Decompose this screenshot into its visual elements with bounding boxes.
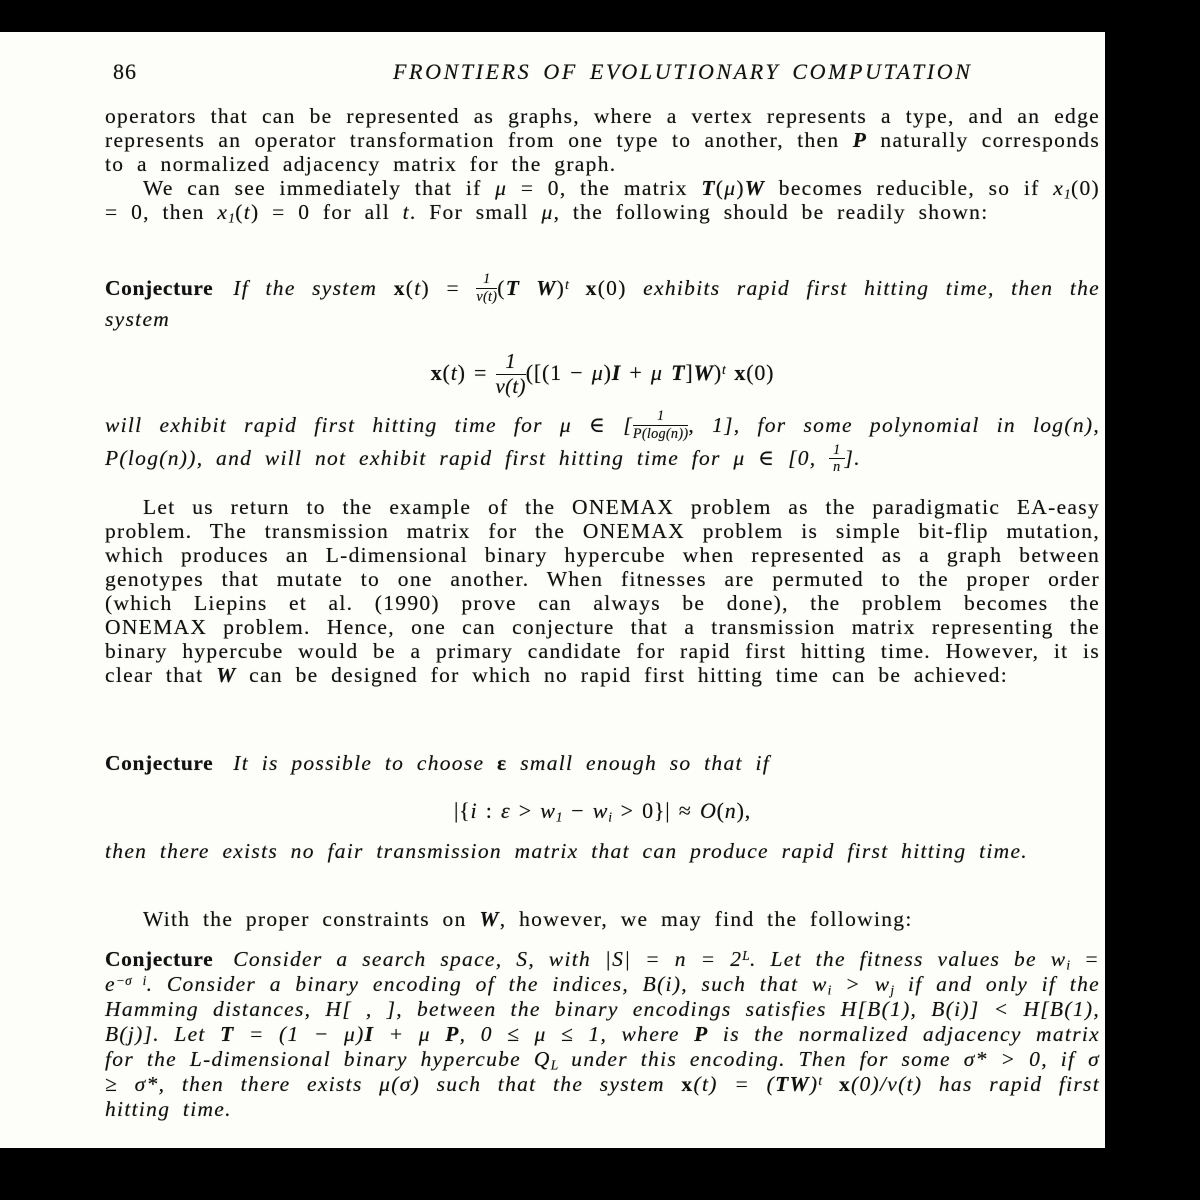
running-title: FRONTIERS OF EVOLUTIONARY COMPUTATION <box>393 59 973 84</box>
paragraph-onemax: Let us return to the example of the ONEMAX problem as the paradigmatic EA-easy problem. The transmission matrix for the ONEMAX problem is simple bit-flip mutation, which produces an L-dimensional binary hypercube when represented as a graph between genotypes that mutate to one another. When fitnesses are permuted to the proper order (which Liepins et al. (1990) prove can always be done), the problem becomes the ONEMAX problem. Hence, one can conjecture that a transmission matrix representing the binary hypercube would be a primary candidate for rapid first hitting time. However, it is clear that W can be designed for which no rapid first hitting time can be achieved: <box>105 495 1100 688</box>
conjecture-2-label: Conjecture <box>105 751 214 776</box>
conjecture-3-label: Conjecture <box>105 947 214 972</box>
conjecture-1 <box>105 272 1100 333</box>
text-column <box>105 60 1100 1147</box>
conjecture-3 <box>105 947 1100 1147</box>
display-equation-1: x(t) = $\frac{1}{\nu(t)}$ ([(1 − μ)I + μ T]W)$^t$ x(0) <box>430 349 775 399</box>
page-header <box>105 60 1100 86</box>
conjecture-3-body: Consider a search space, S, with $|S| = n = 2^L$. Let the fitness values be $w_i = e^{-\sigma i}$. Consider a binary encoding of the indices, B(i), such that $w_i > w_j$ if and only if the Hamming distances, H[ , ], between the binary encodings satisfies H[B(1), B(i)] < H[B(1), B(j)]. Let T = (1 − μ)I + μ P, 0 ≤ μ ≤ 1, where P is the normalized adjacency matrix for the L-dimensional binary hypercube $Q_L$ under this encoding. Then for some σ* > 0, if σ ≥ σ*, then there exists μ(σ) such that the system x(t) = (TW)$^t$ x(0)/ν(t) has rapid first hitting time. <box>105 947 1101 1122</box>
conjecture-1-label: Conjecture <box>105 275 214 300</box>
paragraph-no-fair-matrix: then there exists no fair transmission matrix that can produce rapid first hitting time. <box>105 839 1028 864</box>
display-equation-2: |{i : $\varepsilon > w_1 - w_i > 0\}| \approx O(n)$, <box>453 798 752 825</box>
book-page <box>0 32 1105 1148</box>
paragraph-graph-operators: operators that can be represented as graphs, where a vertex represents a type, and an edge represents an operator transformation from one type to another, then P naturally corresponds to a normalized adjacency matrix for the graph. <box>105 104 1100 176</box>
paragraph-mu-zero: We can see immediately that if μ = 0, the matrix T(μ)W becomes reducible, so if $x_1(0) = 0$, then $x_1(t) = 0$ for all t. For small μ, the following should be readily shown: <box>105 176 1100 226</box>
paragraph-hitting-range: will exhibit rapid first hitting time for μ ∈ [ $\frac{1}{P(\log(n))}$ , 1], for some polynomial in log(n), P(log(n)), and will not exhibit rapid first hitting time for μ ∈ [0, $\frac{1}{n}$ ]. <box>105 408 1101 476</box>
page-number: 86 <box>113 59 137 84</box>
conjecture-2 <box>105 751 1100 777</box>
paragraph-constraints: With the proper constraints on W, however, we may find the following: <box>143 907 913 932</box>
conjecture-1-body: If the system x(t) = $\frac{1}{\nu(t)}$ (T W)$^t$ x(0) exhibits rapid first hitting time, then the system <box>105 271 1100 331</box>
conjecture-2-body: It is possible to choose ε small enough so that if <box>233 751 771 776</box>
